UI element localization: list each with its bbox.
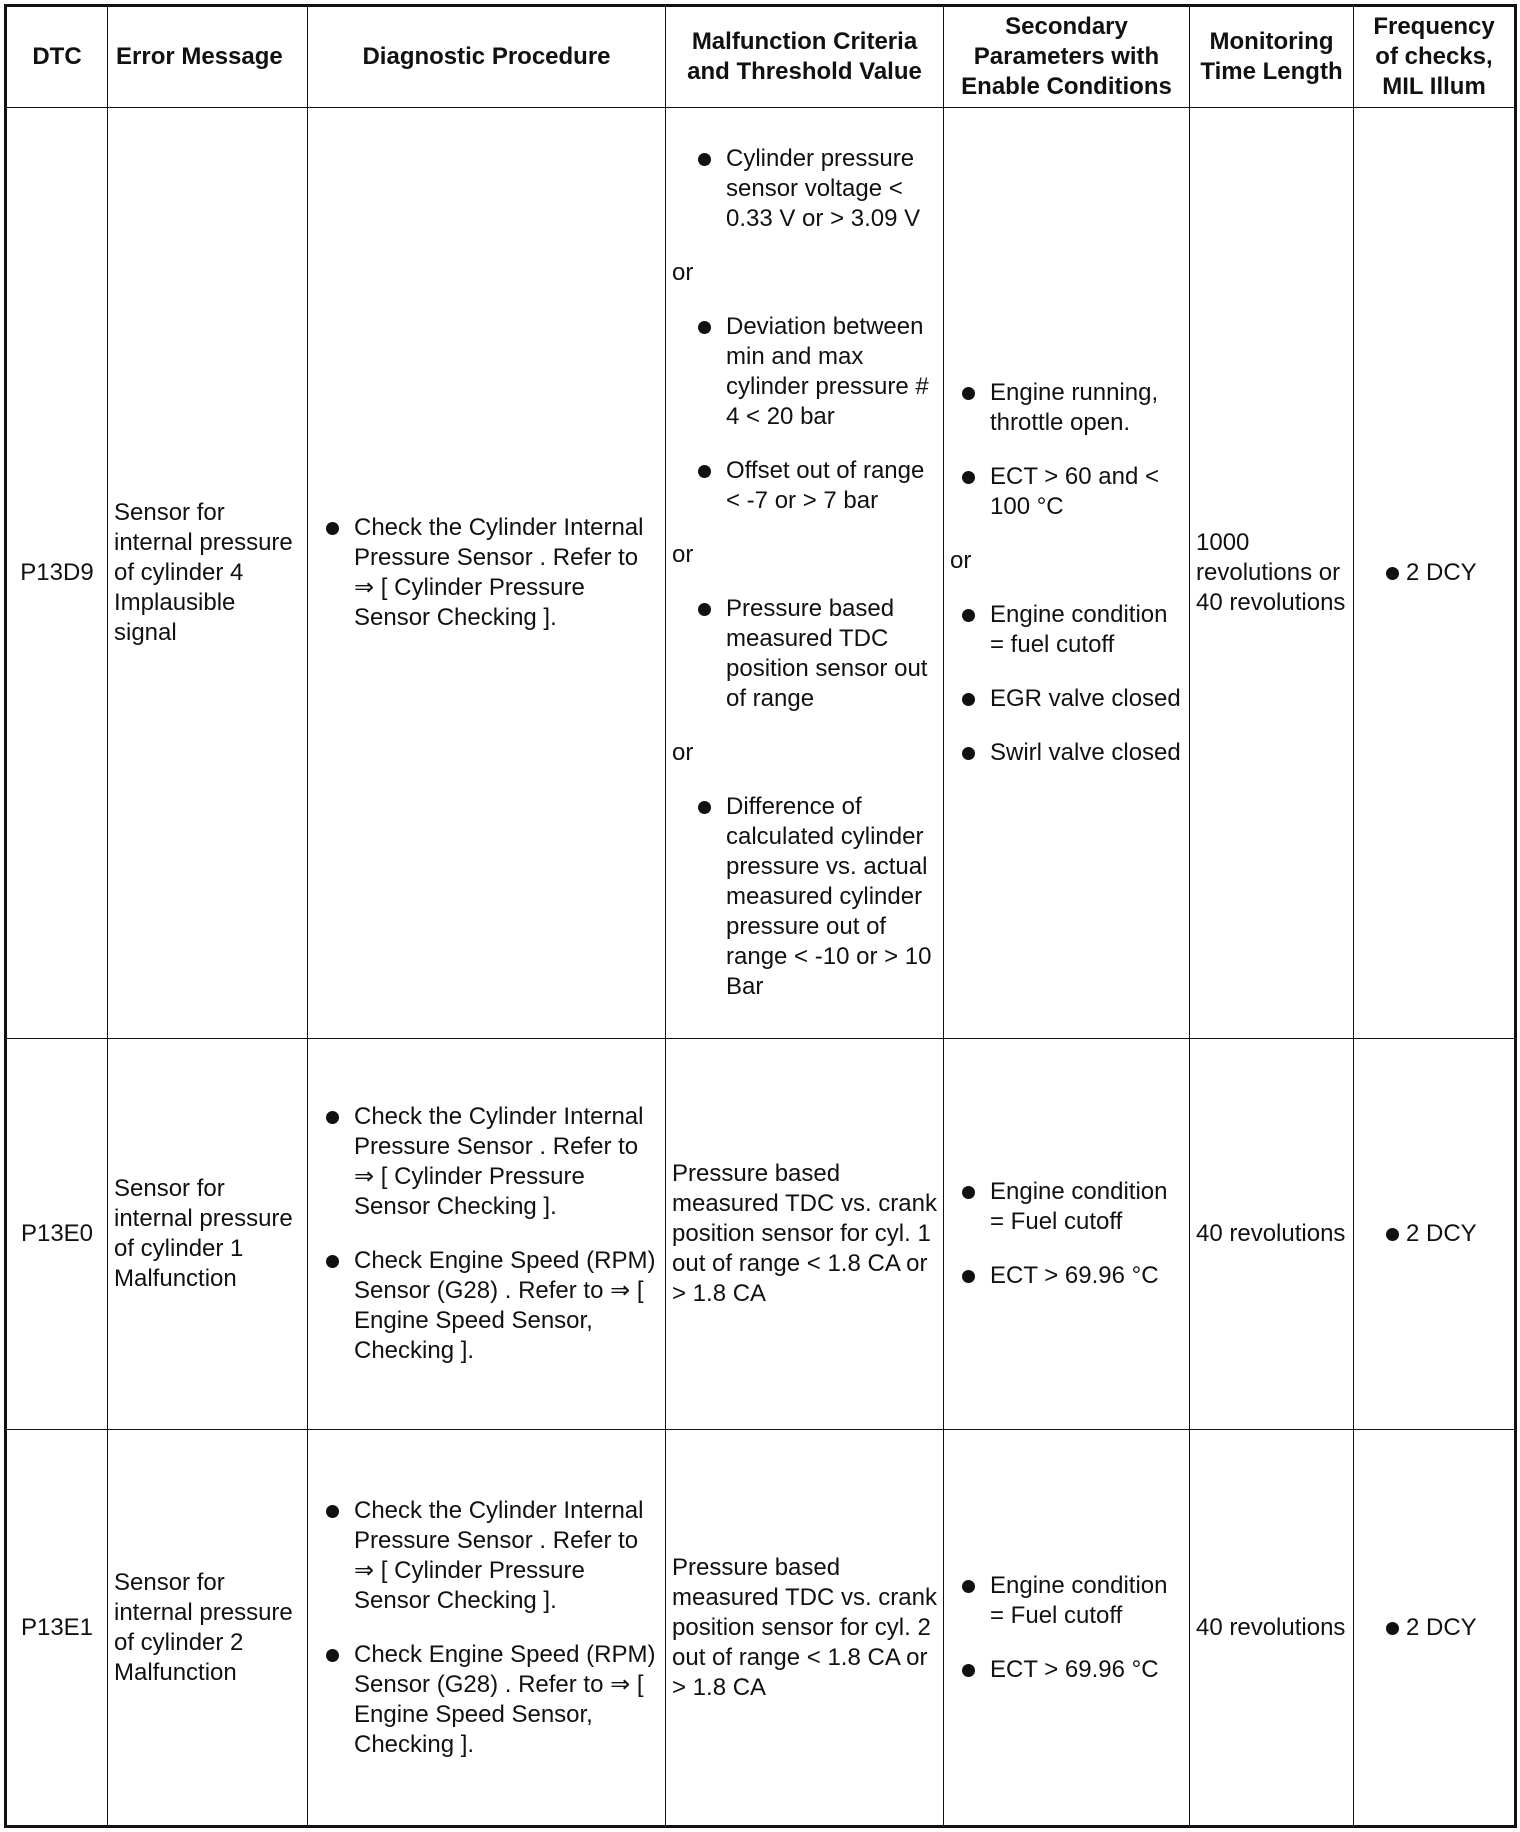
secondary-item: ECT > 69.96 °C: [950, 1261, 1183, 1291]
criteria-item: Deviation between min and max cylinder pressure # 4 < 20 bar: [672, 312, 937, 432]
diagnostic-procedure: [308, 1430, 666, 1827]
procedure-step: Check Engine Speed (RPM) Sensor (G28) . Refer to ⇒ [ Engine Speed Sensor, Checking ].: [314, 1246, 659, 1366]
criteria-item: Cylinder pressure sensor voltage < 0.33 V or > 3.09 V: [672, 144, 937, 234]
error-message: Sensor for internal pressure of cylinder 2 Malfunction: [108, 1430, 308, 1827]
or-separator: or: [672, 541, 694, 568]
or-separator: or: [672, 739, 694, 766]
header-malfunction-criteria: Malfunction Criteria and Threshold Value: [666, 6, 944, 108]
table-row: [6, 1430, 1516, 1827]
secondary-item: Engine condition = fuel cutoff: [950, 600, 1183, 660]
frequency-value: 2 DCY: [1360, 1613, 1508, 1643]
diagnostic-procedure: [308, 1039, 666, 1430]
monitoring-time: 40 revolutions: [1190, 1430, 1354, 1827]
dtc-code: P13D9: [6, 108, 108, 1039]
table-row: [6, 108, 1516, 1039]
secondary-item: Engine running, throttle open.: [950, 378, 1183, 438]
secondary-item: Engine condition = Fuel cutoff: [950, 1177, 1183, 1237]
procedure-step: Check the Cylinder Internal Pressure Sensor . Refer to ⇒ [ Cylinder Pressure Sensor Checking ].: [314, 1496, 659, 1616]
secondary-parameters: [944, 1430, 1190, 1827]
frequency: [1354, 108, 1516, 1039]
or-separator: or: [672, 259, 694, 286]
header-secondary-parameters: Secondary Parameters with Enable Conditions: [944, 6, 1190, 108]
criteria-item: Difference of calculated cylinder pressure vs. actual measured cylinder pressure out of range < -10 or > 10 Bar: [672, 792, 937, 1002]
secondary-item: EGR valve closed: [950, 684, 1183, 714]
secondary-parameters: [944, 108, 1190, 1039]
criteria-item: Offset out of range < -7 or > 7 bar: [672, 456, 937, 516]
secondary-item: ECT > 60 and < 100 °C: [950, 462, 1183, 522]
secondary-parameters: [944, 1039, 1190, 1430]
frequency: [1354, 1430, 1516, 1827]
secondary-item: Engine condition = Fuel cutoff: [950, 1571, 1183, 1631]
criteria-item: Pressure based measured TDC position sensor out of range: [672, 594, 937, 714]
secondary-item: Swirl valve closed: [950, 738, 1183, 768]
procedure-step: Check the Cylinder Internal Pressure Sensor . Refer to ⇒ [ Cylinder Pressure Sensor Checking ].: [314, 1102, 659, 1222]
error-message: Sensor for internal pressure of cylinder 1 Malfunction: [108, 1039, 308, 1430]
header-row: [6, 6, 1516, 108]
malfunction-criteria: Pressure based measured TDC vs. crank position sensor for cyl. 1 out of range < 1.8 CA or > 1.8 CA: [666, 1039, 944, 1430]
header-dtc: DTC: [6, 6, 108, 108]
diagnostic-procedure: [308, 108, 666, 1039]
frequency-value: 2 DCY: [1360, 558, 1508, 588]
frequency-value: 2 DCY: [1360, 1219, 1508, 1249]
dtc-code: P13E0: [6, 1039, 108, 1430]
malfunction-criteria: [666, 108, 944, 1039]
header-error-message: Error Message: [108, 6, 308, 108]
dtc-table: [4, 4, 1517, 1828]
monitoring-time: 1000 revolutions or 40 revolutions: [1190, 108, 1354, 1039]
table-row: [6, 1039, 1516, 1430]
monitoring-time: 40 revolutions: [1190, 1039, 1354, 1430]
header-frequency: Frequency of checks, MIL Illum: [1354, 6, 1516, 108]
header-diagnostic-procedure: Diagnostic Procedure: [308, 6, 666, 108]
procedure-step: Check Engine Speed (RPM) Sensor (G28) . Refer to ⇒ [ Engine Speed Sensor, Checking ].: [314, 1640, 659, 1760]
or-separator: or: [950, 547, 972, 574]
dtc-code: P13E1: [6, 1430, 108, 1827]
header-monitoring-time: Monitoring Time Length: [1190, 6, 1354, 108]
error-message: Sensor for internal pressure of cylinder 4 Implausible signal: [108, 108, 308, 1039]
frequency: [1354, 1039, 1516, 1430]
secondary-item: ECT > 69.96 °C: [950, 1655, 1183, 1685]
malfunction-criteria: Pressure based measured TDC vs. crank position sensor for cyl. 2 out of range < 1.8 CA or > 1.8 CA: [666, 1430, 944, 1827]
procedure-step: Check the Cylinder Internal Pressure Sensor . Refer to ⇒ [ Cylinder Pressure Sensor Checking ].: [314, 513, 659, 633]
